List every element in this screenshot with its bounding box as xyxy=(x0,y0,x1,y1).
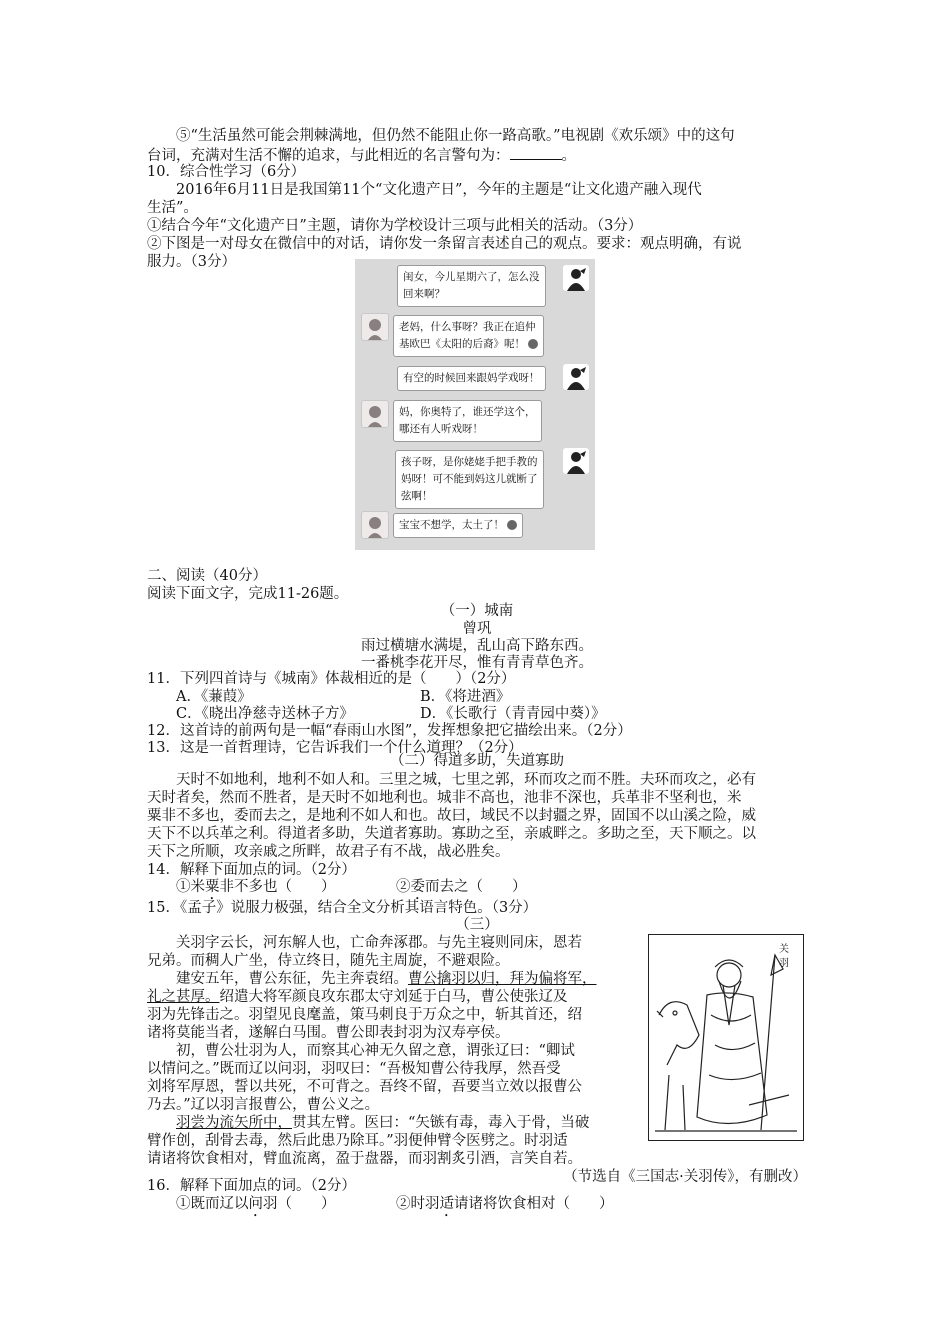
q14-item2-pre: ② xyxy=(396,879,411,895)
chat-mom-3-line1: 孩子呀，是你姥姥手把手教的 xyxy=(401,456,538,468)
underlined-sentence: 曹公擒羽以归，拜为偏将军， xyxy=(408,971,597,987)
q10-heading: 10．综合性学习（6分） xyxy=(147,164,306,180)
wechat-chat-image xyxy=(355,259,595,550)
girl-avatar xyxy=(361,511,389,539)
underlined-sentence-cont: 礼之甚厚。 xyxy=(147,989,220,1005)
q10-intro-1: 2016年6月11日是我国第11个“文化遗产日”，今年的主题是“让文化遗产融入现代 xyxy=(176,182,702,198)
section2-intro: 阅读下面文字，完成11-26题。 xyxy=(147,586,349,602)
passage3-line1: 关羽字云长，河东解人也，亡命奔涿郡。与先主寝则同床，恩若 xyxy=(176,935,582,951)
passage2-line2: 天时者矣，然而不胜者，是天时不如地利也。城非不高也，池非不深也，兵革非不坚利也，米 xyxy=(147,790,742,806)
emoji-icon xyxy=(528,339,538,349)
underlined-sentence-2: 羽尝为流矢所中， xyxy=(176,1115,292,1131)
q15: 15．《孟子》说服力极强，结合全文分析其语言特色。（3分） xyxy=(147,900,538,916)
chat-bubble-mom-3 xyxy=(395,450,544,509)
passage1-title: （一）城南 xyxy=(440,603,514,619)
girl-avatar xyxy=(361,313,389,341)
q16-item2-post: 请诸将饮食相对（ ） xyxy=(454,1196,614,1212)
chat-bubble-girl-1 xyxy=(393,315,544,357)
q11-option-d: D．《长歌行（青青园中葵）》 xyxy=(420,706,606,722)
mom-avatar xyxy=(563,265,589,291)
q16-item1-word: 问 xyxy=(248,1196,263,1212)
chat-bubble-mom-2 xyxy=(397,366,546,391)
q16-item2-pre: ②时羽 xyxy=(396,1196,440,1212)
q16-item1 xyxy=(176,1195,336,1220)
q9-item5-cont-text: 台词，充满对生活不懈的追求，与此相近的名言警句为： xyxy=(147,148,510,164)
q11-option-b: B．《将进酒》 xyxy=(420,689,511,705)
q9-item5-end: 。 xyxy=(561,148,576,164)
q14-item1-post: 非不多也（ ） xyxy=(219,879,336,895)
passage2-line3: 粟非不多也，委而去之，是地利不如人和也。故曰，域民不以封疆之界，固国不以山溪之险，威 xyxy=(147,808,756,824)
chat-bubble-girl-2 xyxy=(393,400,542,442)
passage3-line3-a: 建安五年，曹公东征，先主奔袁绍。 xyxy=(176,971,408,987)
chat-mom-2-line1: 有空的时候回来跟妈学戏呀！ xyxy=(403,372,540,384)
girl-avatar xyxy=(361,400,389,428)
passage2-line4: 天下不以兵革之利。得道者多助，失道者寡助。寡助之至，亲戚畔之。多助之至，天下顺之。以 xyxy=(147,826,756,842)
passage3-line13: 请诸将饮食相对，臂血流离，盈于盘器，而羽割炙引酒，言笑自若。 xyxy=(147,1151,582,1167)
passage3-line4-b: 绍遣大将军颜良攻东郡太守刘延于白马，曹公使张辽及 xyxy=(219,989,568,1005)
passage1-author: 曾巩 xyxy=(462,621,492,637)
chat-mom-3-line2: 妈呀！可不能到妈这儿就断了 xyxy=(401,473,538,485)
chat-girl-1-line2: 基欧巴《太阳的后裔》呢！ xyxy=(399,338,525,350)
passage3-line11-b: 贯其左臂。医曰：“矢镞有毒，毒入于骨，当破 xyxy=(292,1115,590,1131)
q11: 11．下列四首诗与《城南》体裁相近的是（ ）（2分） xyxy=(147,671,516,687)
passage3-source: （节选自《三国志·关羽传》，有删改） xyxy=(563,1169,807,1185)
passage3-line6: 诸将莫能当者，遂解白马围。曹公即表封羽为汉寿亭侯。 xyxy=(147,1025,510,1041)
passage3-line4 xyxy=(147,988,568,1006)
q16-item2 xyxy=(396,1195,614,1220)
passage3-line9: 刘将军厚恩，誓以共死，不可背之。吾终不留，吾要当立效以报曹公 xyxy=(147,1079,582,1095)
passage3-line12: 臂作创，刮骨去毒，然后此患乃除耳。”羽便伸臂令医劈之。时羽适 xyxy=(147,1133,568,1149)
passage2-title: （二）得道多助，失道寡助 xyxy=(390,753,564,769)
chat-bubble-girl-3 xyxy=(393,513,523,538)
q16-item1-post: 羽（ ） xyxy=(263,1196,336,1212)
mom-avatar xyxy=(563,364,589,390)
passage3-line10: 乃去。”辽以羽言报曹公，曹公义之。 xyxy=(147,1097,380,1113)
chat-bubble-mom-1 xyxy=(397,265,546,307)
q9-item5-cont xyxy=(147,145,576,165)
passage2-line1: 天时不如地利，地利不如人和。三里之城，七里之郭，环而攻之而不胜。夫环而攻之，必有 xyxy=(176,772,756,788)
chat-mom-3-line3: 弦啊！ xyxy=(401,490,433,502)
q16-item2-word: 适 xyxy=(439,1196,454,1212)
passage3-line2: 兄弟。而稠人广坐，侍立终日，随先主周旋，不避艰险。 xyxy=(147,953,510,969)
q14-item1-pre: ①米 xyxy=(176,879,205,895)
q11-option-c: C．《晓出净慈寺送林子方》 xyxy=(176,706,354,722)
chat-mom-1-line1: 闺女，今儿星期六了，怎么没 xyxy=(403,271,540,283)
q10-task2-2: 服力。（3分） xyxy=(147,254,236,270)
mom-avatar xyxy=(563,448,589,474)
q16: 16．解释下面加点的词。（2分） xyxy=(147,1178,356,1194)
q16-item1-pre: ①既而辽以 xyxy=(176,1196,249,1212)
passage3-line5: 羽为先锋击之。羽望见良麾盖，策马刺良于万众之中，斩其首还，绍 xyxy=(147,1007,582,1023)
q14-item2-word: 委 xyxy=(410,879,425,895)
section2-heading: 二、阅读（40分） xyxy=(147,568,267,584)
chat-girl-2-line2: 哪还有人听戏呀！ xyxy=(399,423,483,435)
passage3-line11 xyxy=(176,1114,589,1132)
passage2-line5: 天下之所顺，攻亲戚之所畔，故君子有不战，战必胜矣。 xyxy=(147,844,510,860)
passage3-line7: 初，曹公壮羽为人，而察其心神无久留之意，谓张辽曰：“卿试 xyxy=(176,1043,575,1059)
q12: 12．这首诗的前两句是一幅“春雨山水图”，发挥想象把它描绘出来。（2分） xyxy=(147,723,632,739)
q11-option-a: A．《蒹葭》 xyxy=(176,689,252,705)
chat-mom-1-line2: 回来啊？ xyxy=(403,288,445,300)
q14: 14．解释下面加点的词。（2分） xyxy=(147,862,356,878)
chat-girl-3-line1: 宝宝不想学，太土了！ xyxy=(399,519,504,531)
q10-intro-2: 生活”。 xyxy=(147,200,198,216)
q10-task2-1: ②下图是一对母女在微信中的对话，请你发一条留言表述自己的观点。要求：观点明确，有说 xyxy=(147,236,742,252)
q13: 13．这是一首哲理诗，它告诉我们一个什么道理？（2分） xyxy=(147,740,523,756)
q14-item2-post: 而去之（ ） xyxy=(425,879,527,895)
poem-line1: 雨过横塘水满堤，乱山高下路东西。 xyxy=(361,638,593,654)
illustration-label: 关羽 xyxy=(779,944,789,969)
passage3-line3 xyxy=(176,970,597,988)
answer-blank xyxy=(510,145,562,160)
passage3-title: （三） xyxy=(455,917,499,933)
q10-task1: ①结合今年“文化遗产日”主题，请你为学校设计三项与此相关的活动。（3分） xyxy=(147,218,643,234)
q9-item5: ⑤“生活虽然可能会荆棘满地，但仍然不能阻止你一路高歌。”电视剧《欢乐颂》中的这句 xyxy=(176,128,735,144)
emoji-icon xyxy=(507,520,517,530)
guan-yu-illustration xyxy=(648,934,804,1141)
chat-girl-1-line1: 老妈，什么事呀？我正在追仲 xyxy=(399,321,536,333)
chat-girl-2-line1: 妈，你奥特了，谁还学这个， xyxy=(399,406,536,418)
q14-item1-word: 粟 xyxy=(205,879,220,895)
poem-line2: 一番桃李花开尽，惟有青青草色齐。 xyxy=(361,655,593,671)
passage3-line8: 以情问之。”既而辽以问羽，羽叹曰：“吾极知曹公待我厚，然吾受 xyxy=(147,1061,561,1077)
